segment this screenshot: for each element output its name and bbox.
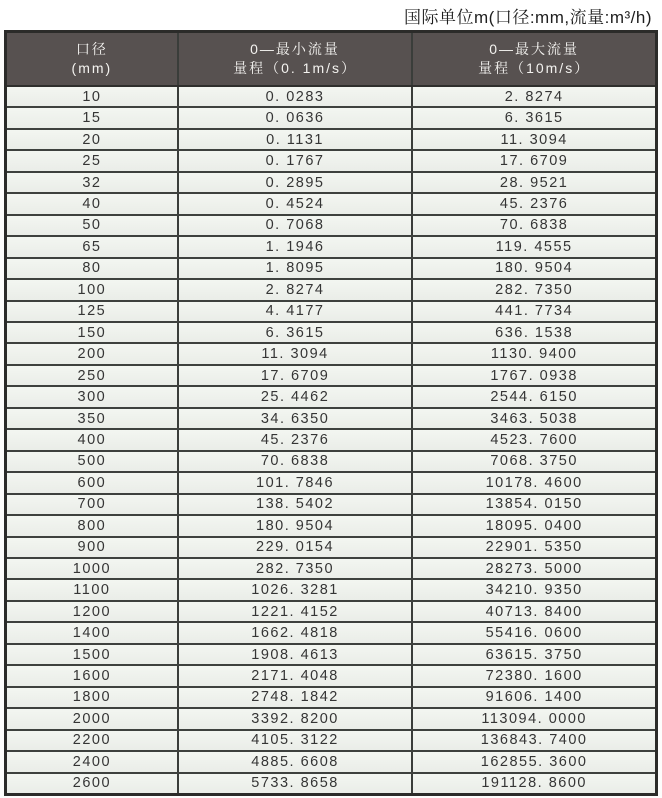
cell-max: 282. 7350 <box>411 280 655 299</box>
table-row <box>7 257 655 278</box>
cell-max: 10178. 4600 <box>411 473 655 492</box>
table-row <box>7 128 655 149</box>
cell-min: 70. 6838 <box>177 452 412 471</box>
table-row <box>7 600 655 621</box>
cell-max: 91606. 1400 <box>411 688 655 707</box>
cell-diameter: 250 <box>77 367 107 384</box>
cell-diameter: 200 <box>77 346 107 363</box>
cell-diameter: 2200 <box>72 732 112 749</box>
cell-max: 119. 4555 <box>411 237 655 256</box>
cell-diameter: 500 <box>77 453 107 470</box>
cell-diameter: 50 <box>82 217 102 234</box>
cell-max: 3463. 5038 <box>411 409 655 428</box>
table-body <box>7 85 655 793</box>
cell-min: 6. 3615 <box>177 323 412 342</box>
cell-max: 180. 9504 <box>411 259 655 278</box>
header-min-flow-line2: 量程（0. 1m/s） <box>233 60 357 76</box>
header-max-flow <box>411 33 655 85</box>
cell-max: 636. 1538 <box>411 323 655 342</box>
header-max-flow-line1: 0—最大流量 <box>489 41 580 57</box>
table-row <box>7 686 655 707</box>
cell-diameter: 1400 <box>72 625 112 642</box>
cell-max: 22901. 5350 <box>411 538 655 557</box>
cell-diameter: 1800 <box>72 689 112 706</box>
table-row <box>7 385 655 406</box>
cell-min: 45. 2376 <box>177 430 412 449</box>
cell-min: 180. 9504 <box>177 516 412 535</box>
header-diameter <box>7 33 177 85</box>
cell-max: 18095. 0400 <box>411 516 655 535</box>
table-row <box>7 321 655 342</box>
table-row <box>7 707 655 728</box>
cell-diameter: 65 <box>82 238 102 255</box>
table-row <box>7 514 655 535</box>
header-diameter-line2: (mm) <box>71 60 113 76</box>
cell-min: 101. 7846 <box>177 473 412 492</box>
cell-max: 70. 6838 <box>411 216 655 235</box>
cell-min: 25. 4462 <box>177 387 412 406</box>
cell-min: 0. 1767 <box>177 151 412 170</box>
cell-min: 11. 3094 <box>177 344 412 363</box>
cell-diameter: 1100 <box>73 582 111 599</box>
table-row <box>7 471 655 492</box>
cell-diameter: 700 <box>77 496 107 513</box>
cell-max: 17. 6709 <box>411 151 655 170</box>
cell-max: 72380. 1600 <box>411 666 655 685</box>
cell-diameter: 40 <box>82 195 102 212</box>
cell-max: 191128. 8600 <box>411 774 655 793</box>
table-row <box>7 643 655 664</box>
cell-diameter: 900 <box>77 539 107 556</box>
cell-max: 11. 3094 <box>411 130 655 149</box>
table-row <box>7 493 655 514</box>
cell-max: 113094. 0000 <box>411 709 655 728</box>
cell-min: 2748. 1842 <box>177 688 412 707</box>
cell-min: 2. 8274 <box>177 280 412 299</box>
cell-diameter: 600 <box>77 474 107 491</box>
table-row <box>7 557 655 578</box>
cell-diameter: 25 <box>82 153 102 170</box>
cell-diameter: 15 <box>82 110 102 127</box>
header-diameter-line1: 口径 <box>75 41 108 57</box>
cell-min: 1221. 4152 <box>177 602 412 621</box>
cell-diameter: 1200 <box>72 603 112 620</box>
table-row <box>7 149 655 170</box>
cell-min: 4. 4177 <box>177 302 412 321</box>
table-row <box>7 536 655 557</box>
table-row <box>7 106 655 127</box>
cell-diameter: 1000 <box>72 560 112 577</box>
cell-diameter: 2400 <box>72 753 112 770</box>
cell-min: 0. 2895 <box>177 173 412 192</box>
cell-max: 7068. 3750 <box>411 452 655 471</box>
cell-min: 1. 1946 <box>177 237 412 256</box>
table-row <box>7 407 655 428</box>
cell-min: 0. 4524 <box>177 194 412 213</box>
cell-diameter: 10 <box>82 88 102 105</box>
cell-min: 1908. 4613 <box>177 645 412 664</box>
table-row <box>7 729 655 750</box>
cell-max: 2. 8274 <box>411 87 655 106</box>
table-row <box>7 342 655 363</box>
cell-min: 0. 7068 <box>177 216 412 235</box>
cell-max: 45. 2376 <box>411 194 655 213</box>
cell-diameter: 400 <box>77 431 107 448</box>
cell-max: 34210. 9350 <box>411 580 655 599</box>
cell-min: 0. 0283 <box>177 87 412 106</box>
flow-range-table <box>4 30 658 796</box>
table-row <box>7 750 655 771</box>
cell-diameter: 125 <box>77 303 107 320</box>
table-row <box>7 772 655 793</box>
cell-diameter: 2600 <box>72 775 112 792</box>
cell-min: 229. 0154 <box>177 538 412 557</box>
table-row <box>7 364 655 385</box>
cell-min: 4885. 6608 <box>177 752 412 771</box>
table-row <box>7 428 655 449</box>
cell-diameter: 300 <box>77 389 107 406</box>
cell-diameter: 32 <box>82 174 102 191</box>
header-max-flow-line2: 量程（10m/s） <box>478 60 591 76</box>
cell-max: 1767. 0938 <box>411 366 655 385</box>
table-row <box>7 235 655 256</box>
title-bar <box>0 0 662 30</box>
cell-diameter: 350 <box>77 410 107 427</box>
cell-min: 5733. 8658 <box>177 774 412 793</box>
cell-max: 4523. 7600 <box>411 430 655 449</box>
page-title: 国际单位m(口径:mm,流量:m³/h) <box>404 7 652 27</box>
cell-max: 28. 9521 <box>411 173 655 192</box>
cell-min: 0. 0636 <box>177 108 412 127</box>
cell-max: 63615. 3750 <box>411 645 655 664</box>
header-min-flow-line1: 0—最小流量 <box>250 41 340 57</box>
cell-min: 1. 8095 <box>177 259 412 278</box>
cell-max: 28273. 5000 <box>411 559 655 578</box>
cell-min: 34. 6350 <box>177 409 412 428</box>
cell-max: 162855. 3600 <box>411 752 655 771</box>
cell-max: 2544. 6150 <box>411 387 655 406</box>
cell-min: 0. 1131 <box>177 130 412 149</box>
cell-diameter: 150 <box>77 324 107 341</box>
cell-diameter: 2000 <box>72 710 112 727</box>
table-row <box>7 278 655 299</box>
cell-diameter: 100 <box>77 281 107 298</box>
table-row <box>7 300 655 321</box>
header-min-flow <box>177 33 412 85</box>
cell-min: 138. 5402 <box>177 495 412 514</box>
cell-min: 3392. 8200 <box>177 709 412 728</box>
table-row <box>7 450 655 471</box>
cell-min: 1026. 3281 <box>177 580 412 599</box>
cell-max: 40713. 8400 <box>411 602 655 621</box>
cell-min: 4105. 3122 <box>177 731 412 750</box>
table-row <box>7 214 655 235</box>
table-row <box>7 192 655 213</box>
cell-diameter: 1500 <box>72 646 112 663</box>
table-row <box>7 85 655 106</box>
cell-max: 441. 7734 <box>411 302 655 321</box>
cell-max: 1130. 9400 <box>411 344 655 363</box>
cell-min: 1662. 4818 <box>177 623 412 642</box>
cell-min: 2171. 4048 <box>177 666 412 685</box>
table-row <box>7 664 655 685</box>
table-row <box>7 621 655 642</box>
cell-diameter: 20 <box>82 131 102 148</box>
cell-min: 282. 7350 <box>177 559 412 578</box>
cell-diameter: 800 <box>77 517 107 534</box>
table-header-row <box>7 33 655 85</box>
table-row <box>7 578 655 599</box>
cell-max: 136843. 7400 <box>411 731 655 750</box>
cell-max: 6. 3615 <box>411 108 655 127</box>
table-row <box>7 171 655 192</box>
cell-min: 17. 6709 <box>177 366 412 385</box>
cell-diameter: 1600 <box>72 667 112 684</box>
cell-max: 13854. 0150 <box>411 495 655 514</box>
cell-max: 55416. 0600 <box>411 623 655 642</box>
cell-diameter: 80 <box>82 260 102 277</box>
